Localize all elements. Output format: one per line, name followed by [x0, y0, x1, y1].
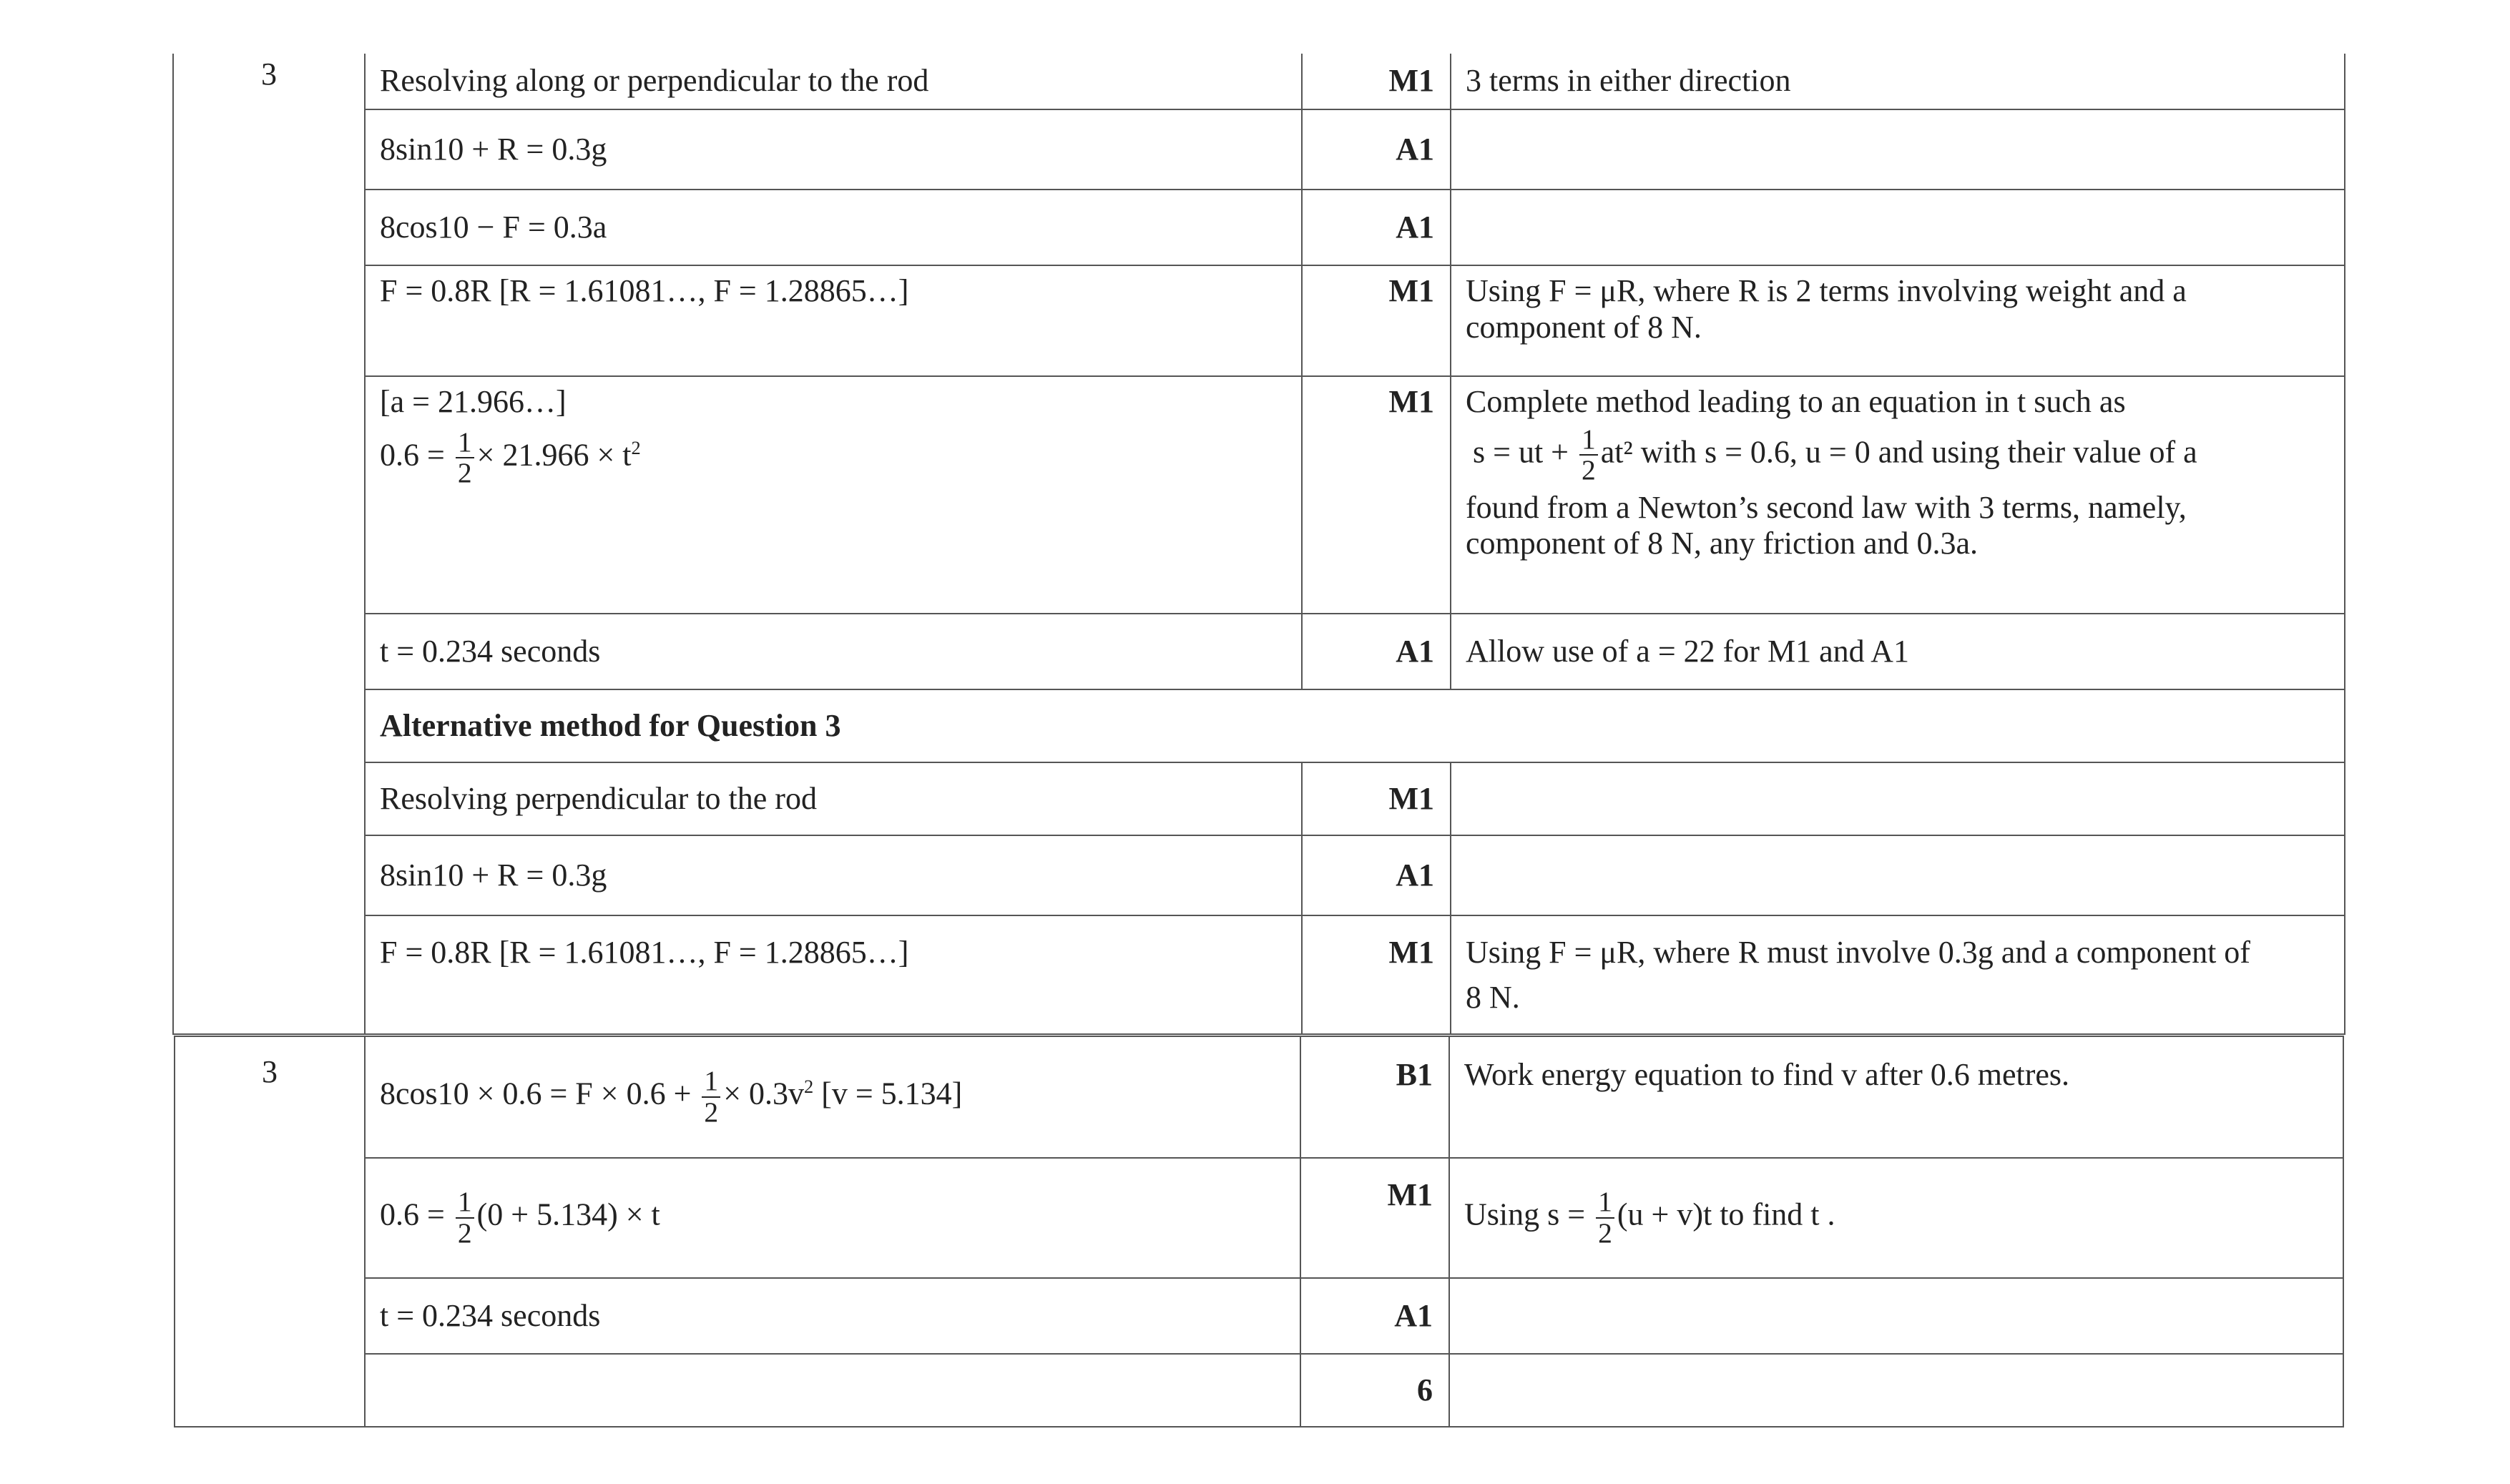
mark-cell: M1 — [1302, 915, 1451, 1034]
guidance-cell: Allow use of a = 22 for M1 and A1 — [1451, 614, 2345, 689]
mark-cell: A1 — [1302, 190, 1451, 265]
working-cell: F = 0.8R [R = 1.61081…, F = 1.28865…] — [365, 265, 1302, 376]
working-cell: 0.6 = $\frac{1}{2}$ (0 + 5.134) × t — [365, 1158, 1300, 1278]
fraction-half: $\frac{1}{2}$ — [1579, 425, 1598, 486]
mark-cell: B1 — [1300, 1036, 1449, 1158]
guidance-cell — [1451, 190, 2345, 265]
mark-cell: M1 — [1302, 376, 1451, 614]
question-number: 3 — [175, 1036, 365, 1427]
total-mark-cell: 6 — [1300, 1354, 1449, 1427]
guidance-cell — [1449, 1278, 2343, 1354]
guidance-cell — [1451, 109, 2345, 190]
working-cell: 8cos10 − F = 0.3a — [365, 190, 1302, 265]
mark-cell: M1 — [1300, 1158, 1449, 1278]
guidance-line: Complete method leading to an equation in t such as — [1466, 384, 2126, 419]
guidance-cell: Using s = $\frac{1}{2}$ (u + v)t to find t . — [1449, 1158, 2343, 1278]
guidance-cell: 3 terms in either direction — [1451, 54, 2345, 109]
mark-cell: A1 — [1300, 1278, 1449, 1354]
guidance-line: 8 N. — [1466, 979, 1520, 1015]
fraction-half: $\frac{1}{2}$ — [456, 1187, 474, 1248]
working-cell: Resolving along or perpendicular to the rod — [365, 54, 1302, 109]
mark-cell: A1 — [1302, 614, 1451, 689]
guidance-line: component of 8 N, any friction and 0.3a. — [1466, 526, 1979, 561]
working-cell — [365, 1354, 1300, 1427]
guidance-cell — [1451, 376, 2345, 614]
guidance-line: s = ut + $\frac{1}{2}$ at² with s = 0.6, u = 0 and using their value of a — [1473, 423, 2197, 486]
working-line: 0.6 = $\frac{1}{2}$ × $21.966 \times t^2$ — [380, 426, 641, 489]
mark-cell: M1 — [1302, 54, 1451, 109]
guidance-cell — [1451, 835, 2345, 915]
working-cell: Resolving perpendicular to the rod — [365, 762, 1302, 835]
guidance-cell — [1451, 915, 2345, 1034]
fraction-half: $\frac{1}{2}$ — [1596, 1187, 1614, 1248]
mark-cell: A1 — [1302, 109, 1451, 190]
fraction-half: $\frac{1}{2}$ — [702, 1066, 720, 1127]
marking-table-part1 — [172, 54, 2345, 1035]
working-line: [a = 21.966…] — [380, 384, 567, 419]
guidance-cell — [1451, 265, 2345, 376]
mark-cell: A1 — [1302, 835, 1451, 915]
mark-cell: M1 — [1302, 265, 1451, 376]
guidance-cell — [1451, 762, 2345, 835]
fraction-half: $\frac{1}{2}$ — [456, 428, 474, 488]
working-cell: 8sin10 + R = 0.3g — [365, 835, 1302, 915]
guidance-line: found from a Newton’s second law with 3 terms, namely, — [1466, 489, 2187, 525]
guidance-line: component of 8 N. — [1466, 309, 1702, 345]
working-cell: 8sin10 + R = 0.3g — [365, 109, 1302, 190]
working-cell — [365, 376, 1302, 614]
working-cell: t = 0.234 seconds — [365, 614, 1302, 689]
guidance-cell — [1449, 1354, 2343, 1427]
alternative-method-heading: Alternative method for Question 3 — [365, 689, 2345, 762]
working-cell: t = 0.234 seconds — [365, 1278, 1300, 1354]
working-cell: 8cos10 × 0.6 = F × 0.6 + $\frac{1}{2}$ × $0.3v^2$ [v = 5.134] — [365, 1036, 1300, 1158]
question-number: 3 — [173, 54, 365, 1034]
guidance-line: Using F = μR, where R is 2 terms involving weight and a — [1466, 273, 2187, 308]
working-cell: F = 0.8R [R = 1.61081…, F = 1.28865…] — [365, 915, 1302, 1034]
marking-table-part2 — [174, 1036, 2344, 1428]
mark-cell: M1 — [1302, 762, 1451, 835]
guidance-line: Using F = μR, where R must involve 0.3g and a component of — [1466, 935, 2250, 970]
guidance-cell: Work energy equation to find v after 0.6 metres. — [1449, 1036, 2343, 1158]
